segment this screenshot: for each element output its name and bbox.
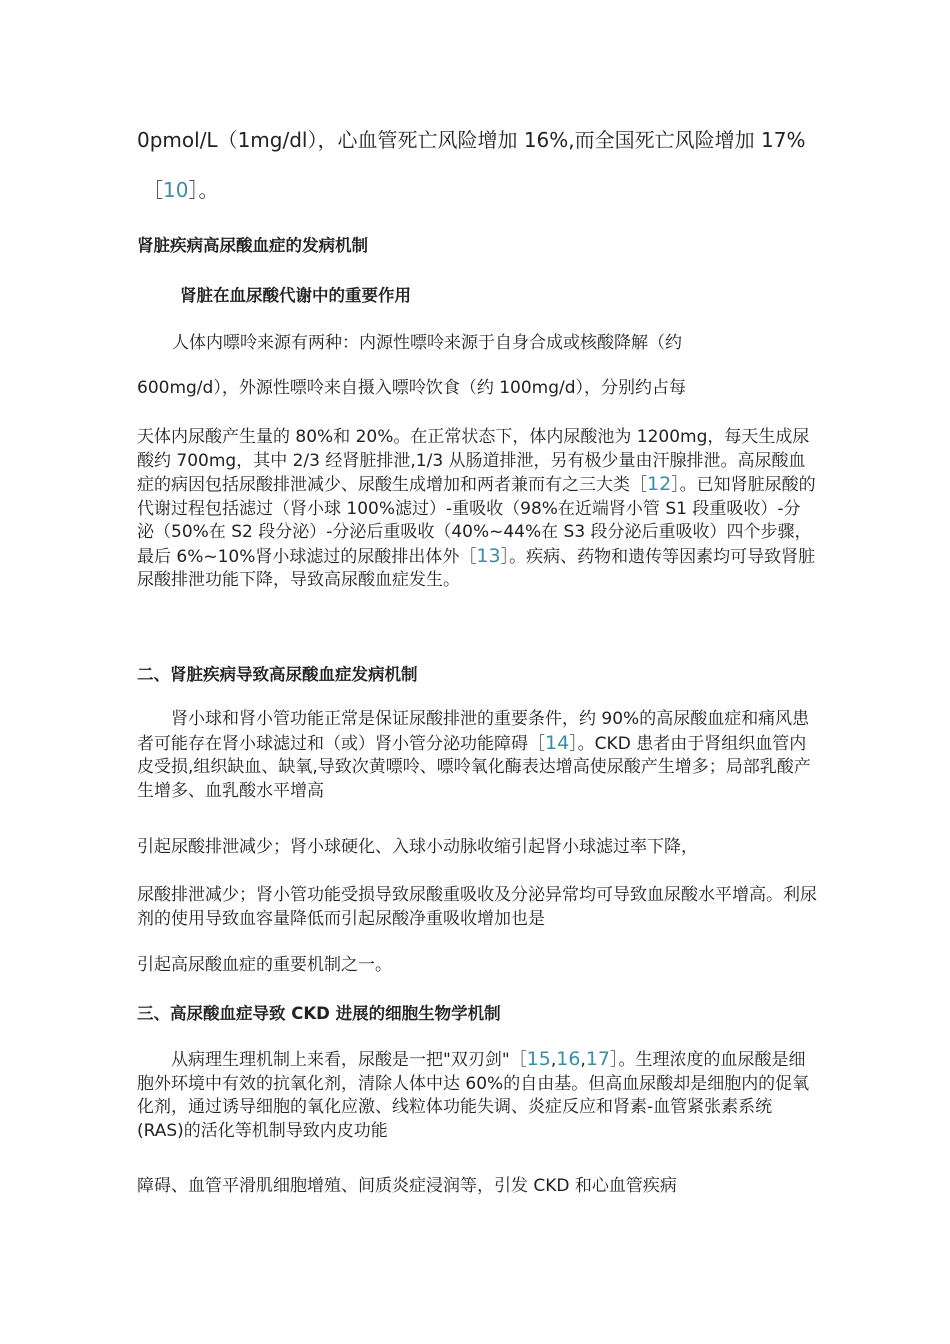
bracket-close: ］。 — [188, 178, 219, 202]
paragraph-line: 引起高尿酸血症的重要机制之一。 — [137, 955, 392, 975]
paragraph-line: 引起尿酸排泄减少；肾小球硬化、入球小动脉收缩引起肾小球滤过率下降， — [137, 837, 698, 857]
subsection-heading: 肾脏在血尿酸代谢中的重要作用 — [180, 286, 411, 305]
bracket-open: ［ — [143, 178, 163, 202]
reference-link[interactable]: 10 — [163, 178, 189, 202]
reference-link[interactable]: 17 — [585, 1048, 611, 1070]
reference-link[interactable]: 15 — [526, 1048, 551, 1070]
paragraph: 从病理生理机制上来看，尿酸是一把"双刃剑"［15,16,17］。生理浓度的血尿酸是细胞外环境中有效的抗氧化剂，清除人体中达 60%的自由基。但高血尿酸却是细胞内的促氧化剂，通过诱导细胞的氧化应激、线粒体功能失调、炎症反应和肾素-血管紧张素系统(RAS)的活化等机制导致内皮功能 — [137, 1048, 810, 1141]
paragraph: 天体内尿酸产生量的 80%和 20%。在正常状态下，体内尿酸池为 1200mg，每天生成尿酸约 700mg，其中 2/3 经肾脏排泄,1/3 从肠道排泄，另有极少量由汗腺排泄。高尿酸血症的病因包括尿酸排泄减少、尿酸生成增加和两者兼而有之三大类［12］。已知肾脏尿酸的代谢过程包括滤过（肾小球 100%滤过）-重吸收（98%在近端肾小管 S1 段重吸收）-分泌（50%在 S2 段分泌）-分泌后重吸收（40%~44%在 S3 段分泌后重吸收）四个步骤，最后 6%~10%肾小球滤过的尿酸排出体外［13］。疾病、药物和遗传等因素均可导致肾脏尿酸排泄功能下降，导致高尿酸血症发生。 — [137, 427, 816, 590]
paragraph: 肾小球和肾小管功能正常是保证尿酸排泄的重要条件，约 90%的高尿酸血症和痛风患者可能存在肾小球滤过和（或）肾小管分泌功能障碍［14］。CKD 患者由于肾组织血管内皮受损,组织缺血、缺氧,导致次黄嘌呤、嘌呤氧化酶表达增高使尿酸产生增多；局部乳酸产生增多、血乳酸水平增高 — [137, 709, 811, 801]
section-heading: 二、肾脏疾病导致高尿酸血症发病机制 — [137, 665, 418, 684]
reference-link[interactable]: 16 — [556, 1048, 581, 1070]
paragraph-line: 障碍、血管平滑肌细胞增殖、间质炎症浸润等，引发 CKD 和心血管疾病 — [137, 1176, 677, 1196]
text-line: 0pmol/L（1mg/dl），心血管死亡风险增加 16%,而全国死亡风险增加 17% — [137, 128, 806, 152]
reference-link[interactable]: 14 — [545, 731, 570, 754]
section-heading: 三、高尿酸血症导致 CKD 进展的细胞生物学机制 — [137, 1004, 501, 1023]
section-heading: 肾脏疾病高尿酸血症的发病机制 — [137, 236, 368, 255]
reference-link[interactable]: 13 — [476, 544, 501, 567]
paragraph-line: 600mg/d），外源性嘌呤来自摄入嘌呤饮食（约 100mg/d），分别约占每 — [137, 378, 687, 398]
citation-line — [143, 178, 218, 202]
paragraph-line: 人体内嘌呤来源有两种：内源性嘌呤来源于自身合成或核酸降解（约 — [172, 333, 682, 353]
reference-link[interactable]: 12 — [647, 473, 672, 495]
paragraph: 尿酸排泄减少；肾小管功能受损导致尿酸重吸收及分泌异常均可导致血尿酸水平增高。利尿剂的使用导致血容量降低而引起尿酸净重吸收增加也是 — [137, 885, 817, 929]
